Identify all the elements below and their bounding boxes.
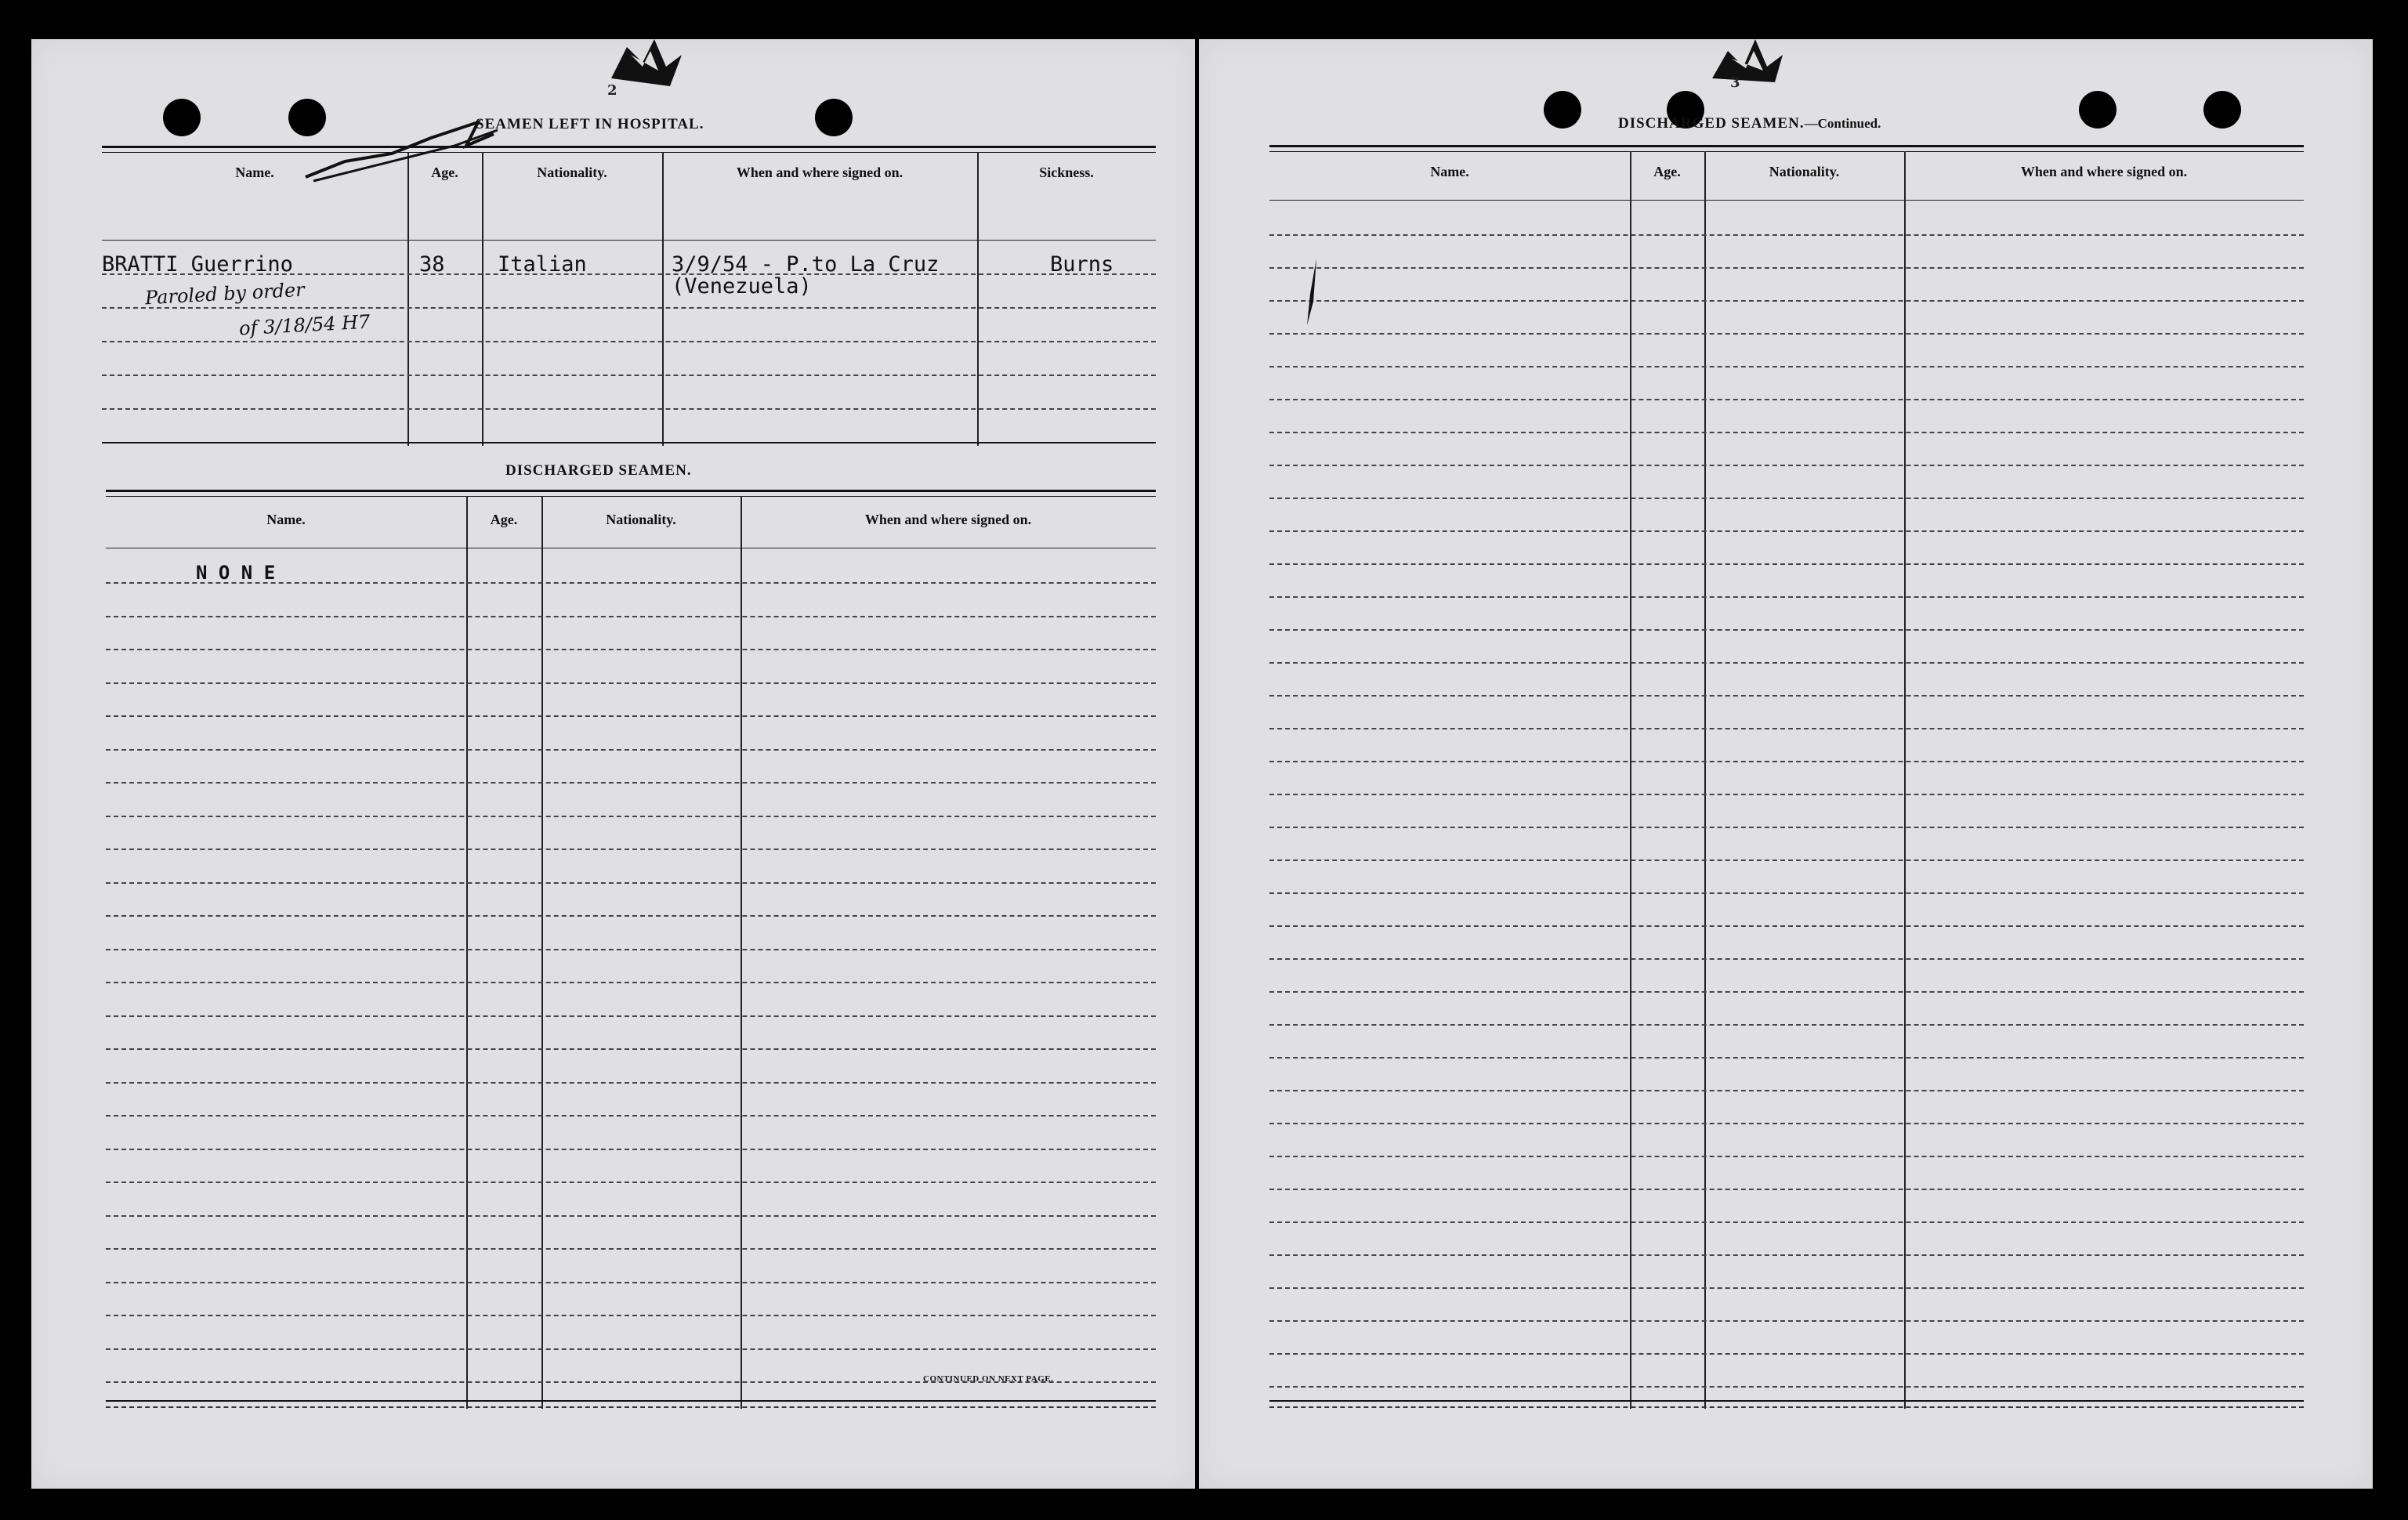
ruled-row-line [1269, 366, 2304, 367]
ruled-row-line [106, 915, 1156, 917]
ruled-row-line [1269, 1090, 2304, 1091]
ruled-row-line [1269, 563, 2304, 565]
ruled-row-line [106, 1115, 1156, 1116]
column-header-age: Age. [1653, 164, 1681, 179]
column-header-signed-on: When and where signed on. [864, 512, 1032, 527]
ruled-row-line [1269, 1254, 2304, 1256]
handwritten-parole-note: Paroled by order [144, 278, 306, 309]
ruled-row-line [106, 1315, 1156, 1316]
discharged-continued-title [1618, 115, 1881, 132]
hospital-section-title: SEAMEN LEFT IN HOSPITAL. [476, 116, 704, 132]
ruled-row-line [1269, 892, 2304, 894]
ruled-row-line [1269, 728, 2304, 729]
column-header-name: Name. [1430, 164, 1469, 179]
section-subtitle-text: —Continued. [1804, 116, 1881, 131]
column-header-age: Age. [431, 165, 458, 180]
ruled-row-line [106, 715, 1156, 717]
page-number: 2 [607, 82, 617, 99]
ruled-row-line [106, 649, 1156, 650]
column-header-nationality: Nationality. [1769, 164, 1840, 179]
ruled-row-line [1269, 662, 2304, 664]
section-title-text: DISCHARGED SEAMEN. [1618, 115, 1805, 132]
ruled-row-line [106, 1348, 1156, 1350]
seaman-signed-on-place: 3/9/54 - P.to La Cruz [672, 252, 940, 277]
ruled-row-line [106, 749, 1156, 751]
discharged-section-title: DISCHARGED SEAMEN. [505, 462, 692, 479]
punch-hole [815, 99, 853, 136]
seaman-nationality: Italian [498, 252, 587, 277]
column-header-sickness: Sickness. [1039, 165, 1094, 180]
column-header-age: Age. [490, 512, 518, 527]
ruled-row-line [1269, 1123, 2304, 1124]
ruled-row-line [106, 1015, 1156, 1017]
ruled-row-line [1269, 695, 2304, 697]
column-header-nationality: Nationality. [537, 165, 607, 180]
ruled-row-line [1269, 1386, 2304, 1388]
ruled-row-line [106, 1248, 1156, 1250]
column-header-name: Name. [266, 512, 306, 527]
page-number: 3 [1730, 74, 1740, 91]
discharged-table [106, 490, 1156, 1410]
ruled-row-line [106, 849, 1156, 850]
ruled-row-line [106, 1282, 1156, 1283]
ruled-row-line [1269, 399, 2304, 400]
continued-note: CONTINUED ON NEXT PAGE. [923, 1374, 1054, 1384]
ruled-row-line [106, 782, 1156, 784]
ruled-row-line [1269, 432, 2304, 433]
ruled-row-line [1269, 1287, 2304, 1289]
seaman-age: 38 [419, 252, 445, 277]
ruled-row-line [1269, 465, 2304, 466]
seaman-signed-on-country: (Venezuela) [672, 274, 812, 299]
column-header-signed-on: When and where signed on. [736, 165, 903, 180]
ruled-row-line [1269, 1221, 2304, 1223]
ruled-row-line [106, 1048, 1156, 1050]
ruled-row-line [1269, 958, 2304, 960]
ruled-row-line [1269, 761, 2304, 762]
discharged-continued-table [1269, 145, 2304, 1414]
seaman-name: BRATTI Guerrino [102, 252, 293, 277]
left-page [31, 39, 1195, 1489]
paper-tear-mark [1700, 27, 1794, 90]
ruled-row-line [1269, 530, 2304, 532]
column-header-signed-on: When and where signed on. [2020, 164, 2188, 179]
ruled-row-line [106, 1082, 1156, 1084]
ink-tick-mark [1301, 255, 1324, 333]
handwritten-parole-date: of 3/18/54 H7 [238, 310, 371, 340]
ruled-row-line [1269, 267, 2304, 269]
ruled-row-line [1269, 1320, 2304, 1322]
punch-hole [163, 99, 201, 136]
ruled-row-line [1269, 300, 2304, 302]
ruled-row-line [1269, 629, 2304, 631]
handwritten-scribble-mark [298, 114, 509, 193]
ruled-row-line [1269, 827, 2304, 828]
right-page [1199, 39, 2373, 1489]
ruled-row-line [1269, 498, 2304, 499]
ruled-row-line [106, 616, 1156, 617]
column-header-name: Name. [235, 165, 274, 180]
ruled-row-line [106, 949, 1156, 950]
ruled-row-line [106, 1149, 1156, 1150]
ruled-row-line [1269, 1156, 2304, 1157]
ruled-row-line [1269, 234, 2304, 236]
column-header-nationality: Nationality. [606, 512, 676, 527]
ruled-row-line [1269, 991, 2304, 993]
ruled-row-line [106, 1215, 1156, 1217]
ruled-row-line [1269, 1189, 2304, 1190]
ruled-row-line [1269, 1057, 2304, 1059]
seaman-sickness: Burns [1050, 252, 1114, 277]
ruled-row-line [106, 882, 1156, 884]
ruled-row-line [106, 982, 1156, 983]
ruled-row-line [1269, 596, 2304, 598]
ruled-row-line [1269, 333, 2304, 335]
ruled-row-line [1269, 925, 2304, 927]
ruled-row-line [106, 682, 1156, 684]
ruled-row-line [1269, 1024, 2304, 1026]
hospital-table [102, 146, 1156, 447]
ruled-row-line [1269, 860, 2304, 861]
ruled-row-line [106, 1182, 1156, 1183]
punch-hole [2079, 91, 2117, 128]
ruled-row-line [1269, 794, 2304, 795]
none-entry: N O N E [196, 562, 276, 584]
ruled-row-line [106, 816, 1156, 817]
punch-hole [2203, 91, 2241, 128]
punch-hole [1544, 91, 1581, 128]
ruled-row-line [1269, 1353, 2304, 1355]
